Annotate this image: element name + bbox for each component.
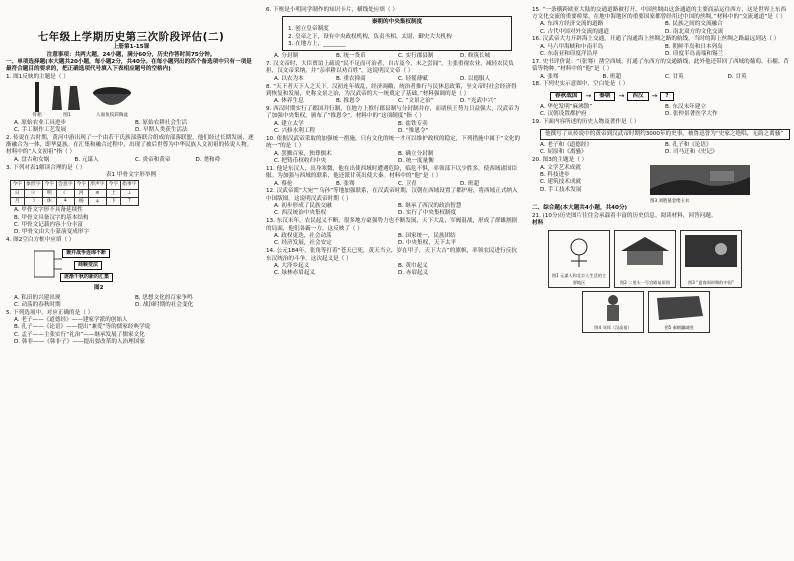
option-b: B. 重农抑商	[336, 75, 366, 82]
table-row	[11, 181, 139, 189]
options	[6, 295, 256, 310]
option-d: D. 张仲景著医学大作	[665, 111, 718, 118]
oracle-bone-table	[10, 180, 139, 206]
glyph-cell: ⊥	[120, 189, 138, 197]
options	[6, 120, 256, 135]
image-caption: 图5 秦朝疆域图	[664, 324, 694, 330]
option-c: C. 屈原和《离骚》	[540, 149, 587, 156]
option-c: C. 古代中国对外交流的通道	[540, 28, 609, 35]
timeline-box: 春秋战国	[550, 92, 582, 101]
options	[266, 181, 522, 188]
option-a: A. 建立太学	[274, 120, 304, 127]
question-8	[266, 84, 522, 106]
question-stem: 10. 依据汉武帝采取的加强统一措施，只有文化的统一才可以维护政权的稳定，下列措施中属于“文化的统一”的是（ ）	[266, 136, 521, 150]
option-a: A. 原始农业工具进步	[14, 119, 67, 126]
option-d: D. 班超	[460, 180, 480, 187]
option-c: C. 甘英	[665, 73, 684, 80]
option-c: C. 实行郡县制	[398, 53, 434, 60]
question-stem: 2. 传说在古时期，黄河中游出现了一个由若干氏族部落联合组成的部落联盟，他们经过长期发展，逐渐融合为一体，即华夏族。在汇集和融合过程中，出现了被后世尊为中华民族人文初祖的传说人物。材料中的“人文初祖”指（ ）	[6, 134, 254, 156]
option-d: D. 实行了中央集权制度	[398, 210, 457, 217]
figure-label: 人面鱼纹彩陶盆	[95, 113, 129, 119]
section1-heading: 一、单项选择题(本大题共20小题，每小题2分，共40分。在每小题列出的四个备选项中只有一项是最符合题目的要求的，把正确选项代号填入下表相应题号的空格内)	[6, 59, 252, 73]
question-stem: 19. 下面内容所述的历史人物及著作是（ ）	[532, 119, 640, 126]
option-d: D. 赤眉起义	[398, 270, 429, 277]
table-cell: 象形字	[26, 182, 41, 188]
option-c: C. 西汉统治中央集权	[274, 210, 327, 217]
option-d: D. 甘英	[727, 73, 747, 80]
question-20-body	[532, 165, 790, 206]
option-b: B. 东汉末年建立	[665, 104, 706, 111]
question-10	[266, 136, 522, 165]
option-c: C. 甲骨文记载内容十分丰富	[14, 222, 83, 229]
question-20	[532, 157, 790, 205]
table-cell: 今字	[76, 182, 87, 188]
table-cell: 明	[43, 189, 57, 197]
question-stem: 1. 图1反映的主题是（ ）	[6, 74, 69, 81]
timeline-box: 秦朝	[594, 92, 615, 101]
option-d: D. 印度半岛南端和锡兰	[665, 51, 724, 58]
option-c: C. 轻徭薄赋	[398, 75, 428, 82]
arrow-right-icon: →	[618, 91, 625, 100]
table-cell: 会意字	[58, 182, 73, 188]
option-a: A. 罢黜百家，独尊儒术	[274, 150, 332, 157]
material-image-1	[548, 230, 610, 288]
table-cell: 形声字	[90, 182, 105, 188]
option-a: A. 老子——《道德经》——建家学派的创始人	[14, 317, 128, 324]
glyph-cell: ⚶	[88, 198, 106, 206]
image-caption: 图4 刘邦（汉高祖）	[594, 324, 632, 330]
option-d: D. 早期人类获生活法	[135, 126, 188, 133]
options	[6, 157, 256, 164]
options	[266, 263, 522, 278]
question-stem: 7. 汉文帝时，大臣贾谊上疏说“民不足而可治者，自古及今，未之尝闻”，主张重视农业，减轻农民负担，汉文帝采纳，并“亲率耕以劝百姓”。这说明汉文帝（ ）	[266, 61, 514, 75]
option-b: B. 思想文化的百家争鸣	[135, 294, 193, 301]
option-d: D. 甲骨文由大小篆演变成形字	[14, 229, 89, 236]
option-a: A. 初步形成了民族交融	[274, 203, 332, 210]
exam-title: 七年级上学期历史第三次阶段评估(二)	[37, 31, 225, 43]
option-c: C. 炎帝和黄帝	[135, 156, 171, 163]
figure-1	[6, 82, 256, 120]
option-b: B. 继承了西汉的政治智慧	[398, 203, 462, 210]
column-right	[532, 6, 790, 333]
glyph-cell: ☽	[24, 198, 42, 206]
option-a: A. 盘古和女娲	[14, 156, 50, 163]
glyph-cell: ☉	[24, 189, 42, 197]
option-d: D. 战国时期的社会变化	[135, 301, 194, 308]
option-c: C. 手工制作工艺发展	[14, 126, 67, 133]
question-19	[532, 119, 790, 156]
option-d: D. 韩非——《韩非子》——提出要改革的人治理国家	[14, 339, 145, 346]
question-stem: 11. 他是东汉人，出身寒微，他在出使西域时遭遇危险，临危不惧，率领部下以少胜多，使西域诸国臣服。为加强与西域的联系，他还派甘英出使大秦。材料中的“他”是（ ）	[266, 165, 518, 180]
options	[266, 98, 522, 105]
question-stem: 20. 图3的主题是（ ）	[532, 157, 588, 164]
table-cell: 今字	[44, 182, 55, 188]
option-a: A. 蔡伦	[274, 180, 293, 187]
question-stem: 9. 西汉时期实行了郡国并行制，在地方上推行郡县制与分封制并存，而诸侯王势力日益强大，汉武帝为了加强中央集权，颁布了“推恩令”。材料中的“这项制度”指（ ）	[266, 106, 520, 120]
options	[532, 44, 790, 59]
glyph-cell: ⚘	[56, 198, 74, 206]
card-line: 3. 在地方上，________	[288, 40, 346, 47]
options	[532, 142, 790, 157]
options	[266, 76, 522, 83]
option-d: D. 修筑长城	[460, 53, 491, 60]
card-title: 秦朝的中央集权制度	[371, 18, 423, 25]
timeline-box-blank: ?	[660, 92, 673, 101]
question-stem: 5. 下列选项中，对应正确的是（ ）	[6, 309, 94, 316]
question-2	[6, 135, 256, 164]
option-c: C. 建筑技术成就	[540, 179, 582, 186]
timeline-diagram	[550, 92, 790, 101]
table-cell: 今字	[108, 182, 119, 188]
option-d: D. 以德服人	[460, 75, 491, 82]
option-b: B. 国家统一，民族团结	[398, 232, 456, 239]
question-11	[266, 166, 522, 188]
figure-label: 骨耜	[32, 113, 42, 119]
option-b: B. 孔子——《论语》——提出“兼爱”等的儒家经典学说	[14, 324, 151, 331]
option-d: D. 手工技术发展	[540, 186, 582, 193]
question-13	[266, 218, 522, 247]
question-15	[532, 7, 790, 36]
question-17	[532, 59, 790, 81]
question-14	[266, 248, 522, 277]
option-b: B. 科技进步	[540, 171, 570, 178]
option-c: C. 汉朝设置都护府	[540, 111, 587, 118]
question-16	[532, 36, 790, 58]
photo-figure-3	[650, 165, 750, 195]
option-c: C. 把铸币权收归中央	[274, 158, 327, 165]
question-7	[266, 61, 522, 83]
figure-caption: 图2	[94, 284, 104, 291]
option-b: B. 黄巾起义	[398, 262, 428, 269]
option-a: A. 政权更迭，社会动荡	[274, 232, 332, 239]
question-6	[266, 7, 522, 61]
option-b: B. 统一货币	[336, 53, 366, 60]
glyph-cell: ☾	[56, 189, 74, 197]
table-cell: 河	[75, 189, 89, 197]
option-d: D. 司马迁和《史记》	[665, 149, 718, 156]
option-b: B. 元谋人	[74, 156, 99, 163]
option-d: D. 统一度量衡	[398, 158, 434, 165]
option-a: A. 休养生息	[274, 98, 304, 105]
option-b: B. 推恩令	[336, 98, 361, 105]
timeline-box: 西汉	[627, 92, 648, 101]
material-image-4	[582, 291, 644, 333]
option-c: C. 卫青	[398, 180, 417, 187]
option-d: D. 尧和舜	[195, 156, 221, 163]
image-caption: 图3 “夏商周时期的中国”	[687, 279, 735, 285]
option-c: C. 经济发展，社会安定	[274, 240, 332, 247]
image-caption: 图1 元谋人和北京人生活的主要地区	[551, 272, 607, 285]
arrow-right-icon: →	[585, 91, 592, 100]
figure-2-diagram	[34, 247, 164, 293]
question-21-stem: 21. (10分)历史图片往往会承载着丰富的历史信息。阅读材料，回答问题。	[532, 212, 717, 219]
options	[6, 207, 256, 236]
question-stem: 14. 公元184年，张角等打着“苍天已死，黄天当立，岁在甲子，天下大吉”的旗帜，率领农民进行反抗东汉统治的斗争，这次起义是（ ）	[266, 248, 517, 262]
option-a: A. 东西方经济交流的道路	[540, 21, 604, 28]
exam-scope: 上册第1-15课	[112, 44, 150, 51]
option-b: B. 朝鲜半岛和日本列岛	[665, 43, 723, 50]
question-18	[532, 81, 790, 118]
figure-label: 图1	[63, 113, 71, 119]
card-line: 1. 创立皇帝制度	[288, 26, 329, 33]
options	[266, 203, 522, 218]
option-a: A. 马六甲海峡和中南半岛	[540, 43, 604, 50]
question-stem: 6. 下框是小明同学制作的知识卡片，横线处应填（ ）	[266, 6, 398, 13]
question-stem: 4. 图2空白方框中应填（ ）	[6, 237, 75, 244]
option-b: B. 民族之间的交流融合	[665, 21, 723, 28]
material-images-row-2	[532, 291, 790, 333]
table-cell: 下	[107, 198, 121, 206]
glyph-cell: ⊤	[120, 198, 138, 206]
options	[6, 317, 256, 346]
material-image-2	[614, 230, 676, 288]
question-stem: 17. 史书评价说：“（张骞）凿空西域，打通了东西方的交通路线，此外他还带回了西域的葡萄、石榴、苜蓿等物种。”材料中的“他”是（ ）	[532, 58, 789, 73]
table-cell: 月	[11, 198, 25, 206]
section2-heading: 二、综合题(本大题共4小题，共40分)	[532, 205, 628, 212]
options	[532, 21, 790, 36]
table-cell: 日	[11, 189, 25, 197]
question-5	[6, 310, 256, 347]
option-b: B. 盐铁专卖	[398, 120, 428, 127]
table-cell: 今字	[12, 182, 23, 188]
knowledge-card	[282, 16, 512, 51]
options	[532, 165, 650, 206]
option-d: D. “光武中兴”	[460, 98, 497, 105]
option-d: D. “推恩令”	[398, 128, 429, 135]
option-a: A. 文学艺术成就	[540, 164, 581, 171]
bone-plough-figure	[32, 82, 42, 119]
material-image-5	[648, 291, 710, 333]
pottery-basin-figure	[92, 86, 132, 119]
diagram-box-war: 兼并战争连绵不断	[62, 249, 110, 258]
option-b: B. 班超	[602, 73, 622, 80]
options	[266, 121, 522, 136]
option-c: C. 绿林赤眉起义	[274, 270, 316, 277]
figure-3	[650, 165, 750, 206]
card-line: 2. 皇帝之下，设有中央政权机构，负责丞相、太尉、御史大夫机构	[288, 33, 452, 40]
option-c: C. “文景之治”	[398, 98, 434, 105]
question-stem: 12. 汉武帝派“大宛”“乌孙”等地加强联系，在汉武帝时期，汉朝在西域设置了都护府，将西域正式纳入中国版图。这说明汉武帝时期（ ）	[266, 188, 518, 202]
option-c: C. 动荡的春秋时期	[14, 301, 61, 308]
option-a: A. 大泽乡起义	[274, 262, 310, 269]
bone-tools-figure	[50, 84, 84, 119]
question-1	[6, 74, 256, 134]
question-12	[266, 188, 522, 217]
figure-caption: 图3 刘胜墓金缕玉衣	[650, 198, 690, 204]
option-a: A. 甲骨文字形不具备延续性	[14, 207, 83, 214]
option-b: B. 确立分封制	[398, 150, 434, 157]
option-b: B. 原始农耕社会生活	[135, 119, 188, 126]
table-cell: 杨	[75, 198, 89, 206]
diagram-box-change: 逐渐千秋的新的汇集	[60, 273, 113, 282]
option-a: A. 老子和《道德经》	[540, 142, 593, 148]
diagram-box-reform: 商鞅变法	[74, 261, 102, 270]
option-a: A. 以农为本	[274, 75, 304, 82]
material-label: 材料	[532, 219, 544, 226]
option-a: A. 张骞	[540, 73, 559, 80]
option-d: D. 中央集权，天下太平	[398, 240, 457, 247]
options	[266, 151, 522, 166]
option-b: B. 甲骨文具备汉字的基本结构	[14, 214, 89, 221]
glyph-cell: ≋	[88, 189, 106, 197]
question-stem: 15. “一条横跨欧亚大陆的交通道路被打开，中国丝绸由这条通道的主要商品运往西方，这是世界上东西方文化交流的重要桥梁。在地中海地区的重要国家都曾经用过中国的丝绸，”材料中的“交流通道”是（ ）	[532, 6, 787, 20]
quote-box: 他撰写了从传说中的黄帝到汉武帝时期约3000年的史事，被鲁迅誉为“史家之绝唱，无韵之离骚”	[540, 129, 790, 140]
material-images-row-1	[532, 230, 790, 288]
image-caption: 图2 二里头一号宫殿复原图	[619, 279, 671, 285]
option-c: C. 孟子——主张实行“礼治”——继承发展了儒家文化	[14, 331, 145, 338]
table-row	[11, 198, 139, 206]
question-stem: 13. 东汉末年，农民起义不断，很多地方豪强势力也不断发展，天下大乱，军阀混战，形成了群雄割据的局面，他们各霸一方。这反映了（ ）	[266, 218, 518, 232]
table-cell: 指事字	[122, 182, 137, 188]
question-stem: 8. “天下者天下人之天下。汉初连年战乱，经济凋敝，统治者推行与民休息政策，至文帝时社会经济得到恢复和发展，史称文景之治，为汉武帝的大一统奠定了基础。”材料强调的是（ ）	[266, 83, 517, 97]
option-c: C. 东南亚和印度洋沿岸	[540, 51, 598, 58]
question-stem: 16. 汉武帝大力开辟海上交通，开通了沟通海上丝绸之路的航线，当时的海上丝绸之路最远到达（ ）	[532, 36, 780, 43]
column-left	[6, 6, 256, 346]
exam-notice: 注意事项：共两大题，24小题，满分60分，历史作答时间75分钟。	[46, 51, 216, 58]
material-image-3	[680, 230, 742, 288]
question-stem: 3. 下列对表1解读合理的是（ ）	[6, 164, 86, 171]
option-c: C. 兴修水利工程	[274, 128, 316, 135]
option-a: A. 私田的兴建出现	[14, 294, 61, 301]
options	[266, 53, 522, 60]
arrow-right-icon: →	[651, 91, 658, 100]
option-b: B. 孔子和《论语》	[665, 142, 712, 148]
options	[266, 233, 522, 248]
option-a: A. 华佗发明“麻沸散”	[540, 104, 593, 111]
options	[532, 104, 790, 119]
table-row	[11, 189, 139, 197]
question-4	[6, 237, 256, 309]
option-a: A. 分封制	[274, 53, 299, 60]
question-stem: 18. 下列史实示意图中，空白处是（ ）	[532, 81, 629, 88]
column-middle	[266, 6, 522, 278]
table-cell: 休	[43, 198, 57, 206]
option-d: D. 南北双方的文化交流	[665, 28, 724, 35]
option-b: B. 张骞	[336, 180, 355, 187]
question-9	[266, 106, 522, 135]
question-3	[6, 165, 256, 237]
table-title: 表1 甲骨文字形举例	[105, 171, 157, 178]
table-cell: 上	[107, 189, 121, 197]
options	[532, 74, 790, 81]
